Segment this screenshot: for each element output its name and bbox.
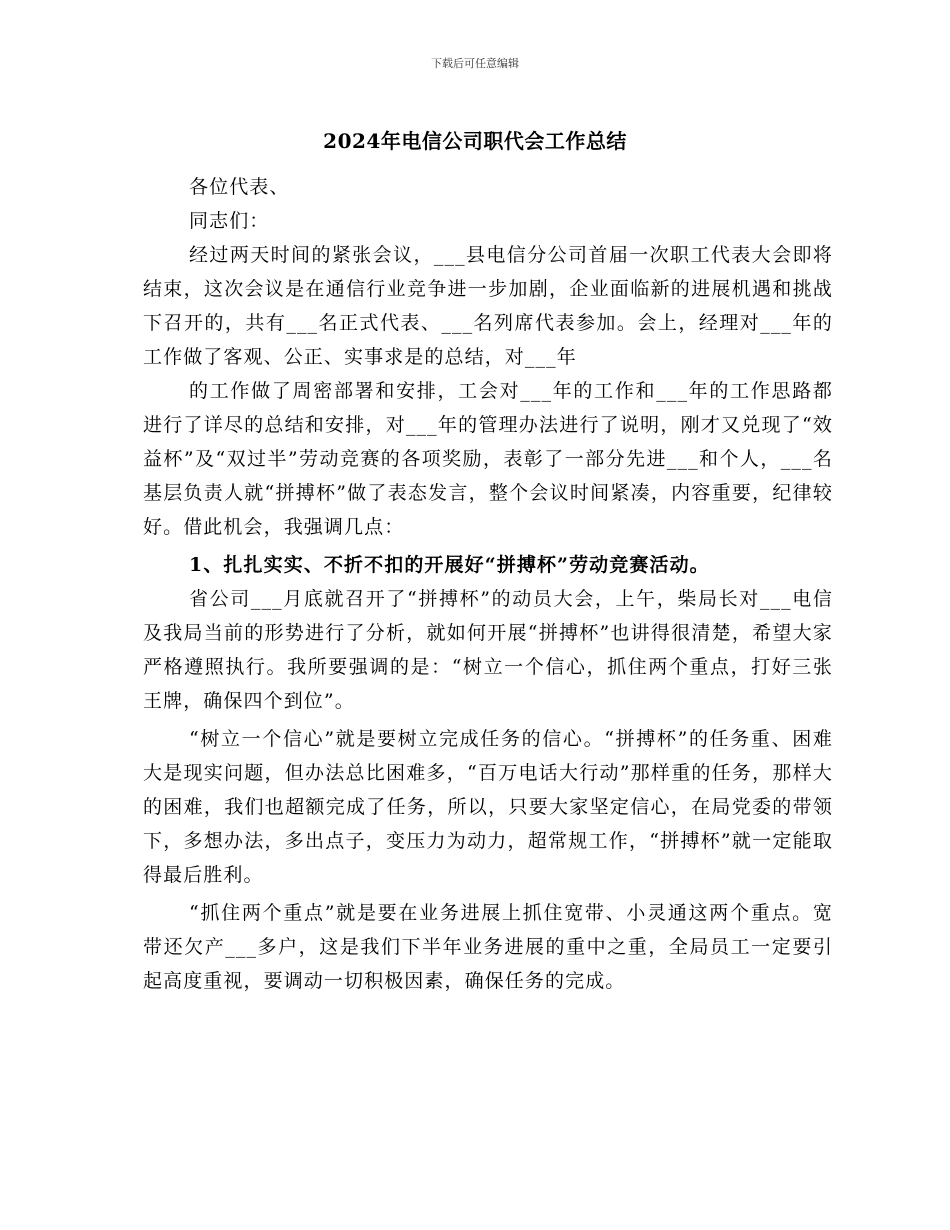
section-heading-1: 1、扎扎实实、不折不扣的开展好“拼搏杯”劳动竞赛活动。	[189, 554, 710, 576]
salutation-line-2: 同志们：	[189, 210, 270, 232]
paragraph-opening: 经过两天时间的紧张会议，___县电信分公司首届一次职工代表大会即将结束，这次会议是在通信行业竞争进一步加剧，企业面临新的进展机遇和挑战下召开的，共有___名正式代表、___名列席代表参加。会上，经理对___年的工作做了客观、公正、实事求是的总结，对___年	[143, 244, 833, 368]
document-title: 2024年电信公司职代会工作总结	[323, 129, 627, 153]
header-note: 下载后可任意编辑	[431, 57, 519, 70]
salutation-line-1: 各位代表、	[189, 176, 290, 198]
paragraph-meeting-summary: 的工作做了周密部署和安排，工会对___年的工作和___年的工作思路都进行了详尽的总结和安排，对___年的管理办法进行了说明，刚才又兑现了“效益杯”及“双过半”劳动竞赛的各项奖励，表彰了一部分先进___和个人，___名基层负责人就“拼搏杯”做了表态发言，整个会议时间紧凑，内容重要，纪律较好。借此机会，我强调几点：	[143, 380, 833, 538]
document-body	[143, 170, 833, 998]
paragraph-two-priorities: “抓住两个重点”就是要在业务进展上抓住宽带、小灵通这两个重点。宽带还欠产___多户，这是我们下半年业务进展的重中之重，全局员工一定要引起高度重视，要调动一切积极因素，确保任务的完成。	[143, 902, 833, 992]
paragraph-one-confidence: “树立一个信心”就是要树立完成任务的信心。“拼搏杯”的任务重、困难大是现实问题，但办法总比困难多，“百万电话大行动”那样重的任务，那样大的困难，我们也超额完成了任务，所以，只要大家坚定信心，在局党委的带领下，多想办法，多出点子，变压力为动力，超常规工作，“拼搏杯”就一定能取得最后胜利。	[143, 728, 833, 886]
paragraph-competition-intro: 省公司___月底就召开了“拼搏杯”的动员大会，上午，柴局长对___电信及我局当前的形势进行了分析，就如何开展“拼搏杯”也讲得很清楚，希望大家严格遵照执行。我所要强调的是：“树立一个信心，抓住两个重点，打好三张王牌，确保四个到位”。	[143, 588, 833, 712]
